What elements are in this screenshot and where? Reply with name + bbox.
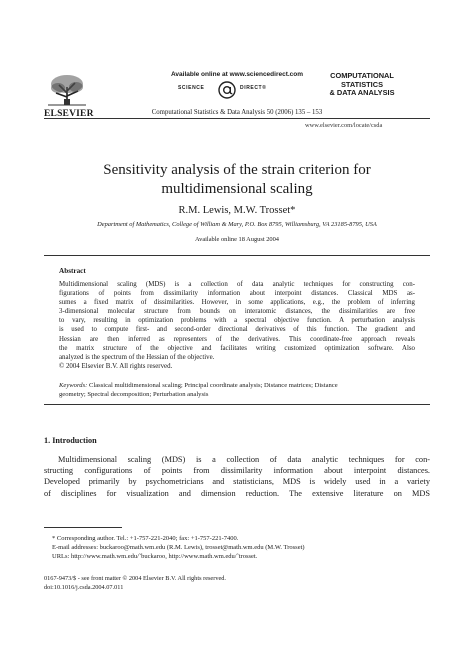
abstract-body bbox=[59, 280, 415, 371]
keywords bbox=[59, 381, 415, 399]
abstract-bottom-rule bbox=[44, 404, 430, 405]
header-rule bbox=[44, 118, 430, 119]
authors: R.M. Lewis, M.W. Trosset* bbox=[178, 205, 296, 216]
abstract-line: 3-dimensional molecular structure from bounds on interatomic distances, the dissimilarities are free bbox=[59, 308, 415, 316]
abstract-line: figurations of points from dissimilarity information about interpoint distances. Classical MDS as- bbox=[59, 290, 415, 298]
journal-url-link[interactable]: www.elsevier.com/locate/csda bbox=[305, 122, 383, 129]
available-online-notice: Available online at www.sciencedirect.com bbox=[170, 71, 304, 78]
body-line: of disciplines for visualization and dimension reduction. The extensive literature on MDS bbox=[44, 488, 430, 498]
publisher-name: ELSEVIER bbox=[44, 109, 94, 119]
footnote-line: E-mail addresses: buckaroo@math.wm.edu (R.M. Lewis), trosset@math.wm.edu (M.W. Trosset) bbox=[52, 544, 305, 551]
journal-name-line: STATISTICS bbox=[340, 79, 383, 89]
keywords-text: Classical multidimensional scaling; Principal coordinate analysis; Distance matrices; Distance bbox=[88, 382, 338, 389]
elsevier-tree-logo bbox=[44, 73, 90, 107]
keywords-label: Keywords: bbox=[59, 382, 88, 389]
journal-name-logo bbox=[320, 72, 404, 112]
footnote-line: URLs: http://www.math.wm.edu/˜buckaroo, http://www.math.wm.edu/˜trosset. bbox=[52, 553, 258, 560]
front-matter-line: 0167-9473/$ - see front matter © 2004 Elsevier B.V. All rights reserved. bbox=[44, 575, 226, 582]
footnote bbox=[52, 534, 412, 561]
keywords-line: geometry; Spectral decomposition; Perturbation analysis bbox=[59, 391, 209, 399]
footnote-line: * Corresponding author. Tel.: +1-757-221-2040; fax: +1-757-221-7400. bbox=[52, 535, 239, 542]
body-line: Multidimensional scaling (MDS) is a collection of data analytic techniques for con- bbox=[58, 455, 430, 464]
abstract-heading: Abstract bbox=[59, 267, 86, 275]
journal-citation: Computational Statistics & Data Analysis 50 (2006) 135 – 153 bbox=[151, 109, 323, 116]
abstract-top-rule bbox=[44, 255, 430, 256]
sciencedirect-logo-right: DIRECT® bbox=[240, 85, 267, 91]
front-matter-info bbox=[44, 574, 226, 592]
body-line: structing configurations of points from dissimilarity information about interpoint distances. bbox=[44, 466, 430, 476]
journal-name-line: & DATA ANALYSIS bbox=[329, 88, 395, 98]
body-line: Developed primarily by psychometricians and statisticians, MDS is widely used in a variety bbox=[44, 477, 430, 487]
affiliation: Department of Mathematics, College of William & Mary, P.O. Box 8795, Williamsburg, VA 23185-8795, USA bbox=[97, 221, 377, 228]
abstract-line: Multidimensional scaling (MDS) is a collection of data analytic techniques for constructing con- bbox=[59, 281, 415, 288]
doi-line: doi:10.1016/j.csda.2004.07.011 bbox=[44, 584, 124, 591]
abstract-line: the matrix structure of the objective and facilitates writing customized optimization software. Also bbox=[59, 344, 415, 352]
paper-title bbox=[0, 161, 474, 198]
available-online-date: Available online 18 August 2004 bbox=[194, 236, 279, 243]
section-heading: 1. Introduction bbox=[44, 436, 97, 445]
copyright-line: © 2004 Elsevier B.V. All rights reserved. bbox=[59, 362, 173, 370]
abstract-line: sumes a fixed matrix of dissimilarities. However, in some applications, e.g., the problem of inferring bbox=[59, 299, 415, 307]
keywords-line bbox=[59, 381, 415, 390]
title-line: multidimensional scaling bbox=[161, 180, 313, 197]
sciencedirect-at-icon bbox=[218, 81, 236, 99]
section-body bbox=[44, 454, 430, 499]
abstract-line: Hessian are then inferred as representers of the derivatives. This coordinate-free approach reveals bbox=[59, 335, 415, 343]
title-line: Sensitivity analysis of the strain criterion for bbox=[103, 162, 371, 178]
abstract-line: analyzed is the spectrum of the Hessian of the objective. bbox=[59, 353, 215, 361]
sciencedirect-logo-left: SCIENCE bbox=[178, 85, 205, 91]
journal-name-line: COMPUTATIONAL bbox=[330, 71, 394, 80]
abstract-line: to vary, resulting in optimization problems with a spectral objective function. A perturbation analysis bbox=[59, 317, 415, 325]
abstract-line: is used to compute first- and second-order directional derivatives of this function. The gradient and bbox=[59, 326, 415, 334]
footnote-rule bbox=[44, 527, 122, 528]
